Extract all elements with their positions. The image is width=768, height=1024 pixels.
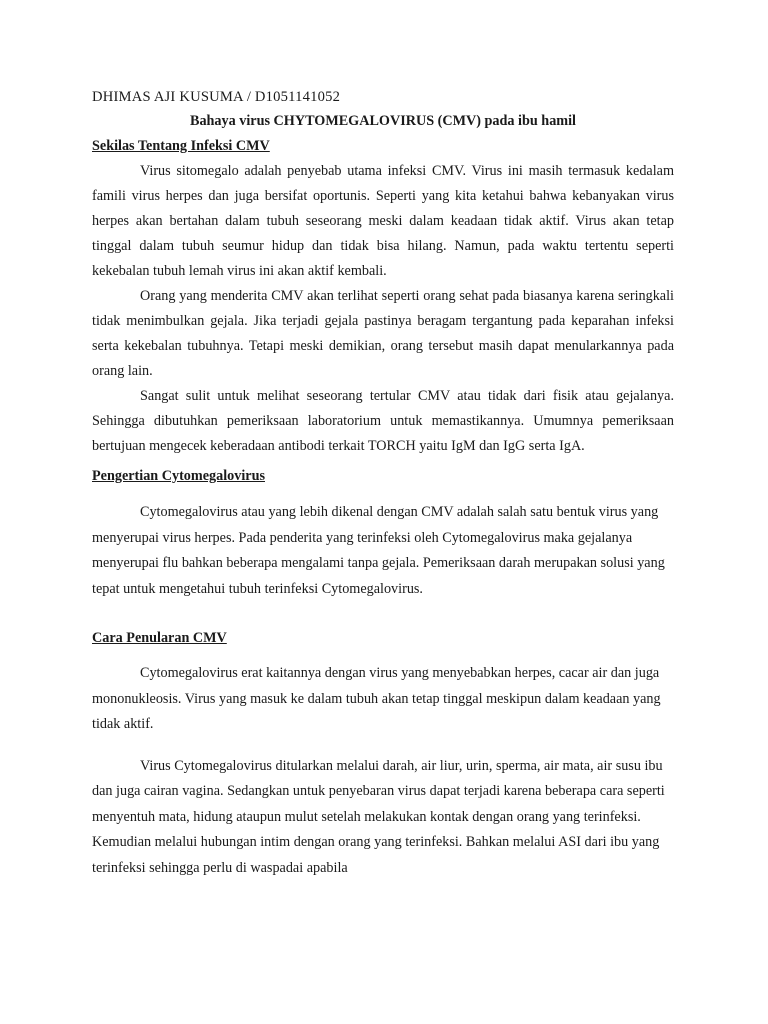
section-heading-sekilas: Sekilas Tentang Infeksi CMV bbox=[92, 138, 270, 154]
paragraph: Cytomegalovirus erat kaitannya dengan virus yang menyebabkan herpes, cacar air dan juga mononukleosis. Virus yang masuk ke dalam tubuh akan tetap tinggal meskipun dalam keadaan yang tidak aktif. bbox=[92, 665, 661, 732]
document-title: Bahaya virus CHYTOMEGALOVIRUS (CMV) pada ibu hamil bbox=[189, 113, 576, 129]
section-heading-pengertian: Pengertian Cytomegalovirus bbox=[92, 468, 265, 484]
paragraph: Sangat sulit untuk melihat seseorang tertular CMV atau tidak dari fisik atau gejalanya. Sehingga dibutuhkan pemeriksaan laboratorium untuk memastikannya. Umumnya pemeriksaan bertujuan mengecek keberadaan antibodi terkait TORCH yaitu IgM dan IgG serta IgA. bbox=[92, 388, 674, 454]
paragraph: Cytomegalovirus atau yang lebih dikenal dengan CMV adalah salah satu bentuk virus yang menyerupai virus herpes. Pada penderita yang terinfeksi oleh Cytomegalovirus maka gejalanya menyerupai flu bahkan beberapa mengalami tanpa gejala. Pemeriksaan darah merupakan solusi yang tepat untuk mengetahui tubuh terinfeksi Cytomegalovirus. bbox=[92, 504, 665, 597]
paragraph: Orang yang menderita CMV akan terlihat seperti orang sehat pada biasanya karena seringkali tidak menimbulkan gejala. Jika terjadi gejala pastinya beragam tergantung pada keparahan infeksi serta kekebalan tubuhnya. Tetapi meski demikian, orang tersebut masih dapat menularkannya pada orang lain. bbox=[92, 288, 674, 379]
author-line: DHIMAS AJI KUSUMA / D1051141052 bbox=[92, 89, 341, 105]
paragraph: Virus Cytomegalovirus ditularkan melalui darah, air liur, urin, sperma, air mata, air susu ibu dan juga cairan vagina. Sedangkan untuk penyebaran virus dapat terjadi karena beberapa cara seperti menyentuh mata, hidung ataupun mulut setelah melakukan kontak dengan orang yang terinfeksi. Kemudian melalui hubungan intim dengan orang yang terinfeksi. Bahkan melalui ASI dari ibu yang terinfeksi sehingga perlu di waspadai apabila bbox=[92, 757, 665, 876]
paragraph: Virus sitomegalo adalah penyebab utama infeksi CMV. Virus ini masih termasuk kedalam famili virus herpes dan juga bersifat oportunis. Seperti yang kita ketahui bahwa kebanyakan virus herpes akan bertahan dalam tubuh seseorang meski dalam keadaan tidak aktif. Virus akan tetap tinggal dalam tubuh seumur hidup dan tidak bisa hilang. Namun, pada waktu tertentu seperti kekebalan tubuh lemah virus ini akan aktif kembali. bbox=[92, 163, 674, 279]
section-heading-penularan: Cara Penularan CMV bbox=[92, 630, 227, 646]
